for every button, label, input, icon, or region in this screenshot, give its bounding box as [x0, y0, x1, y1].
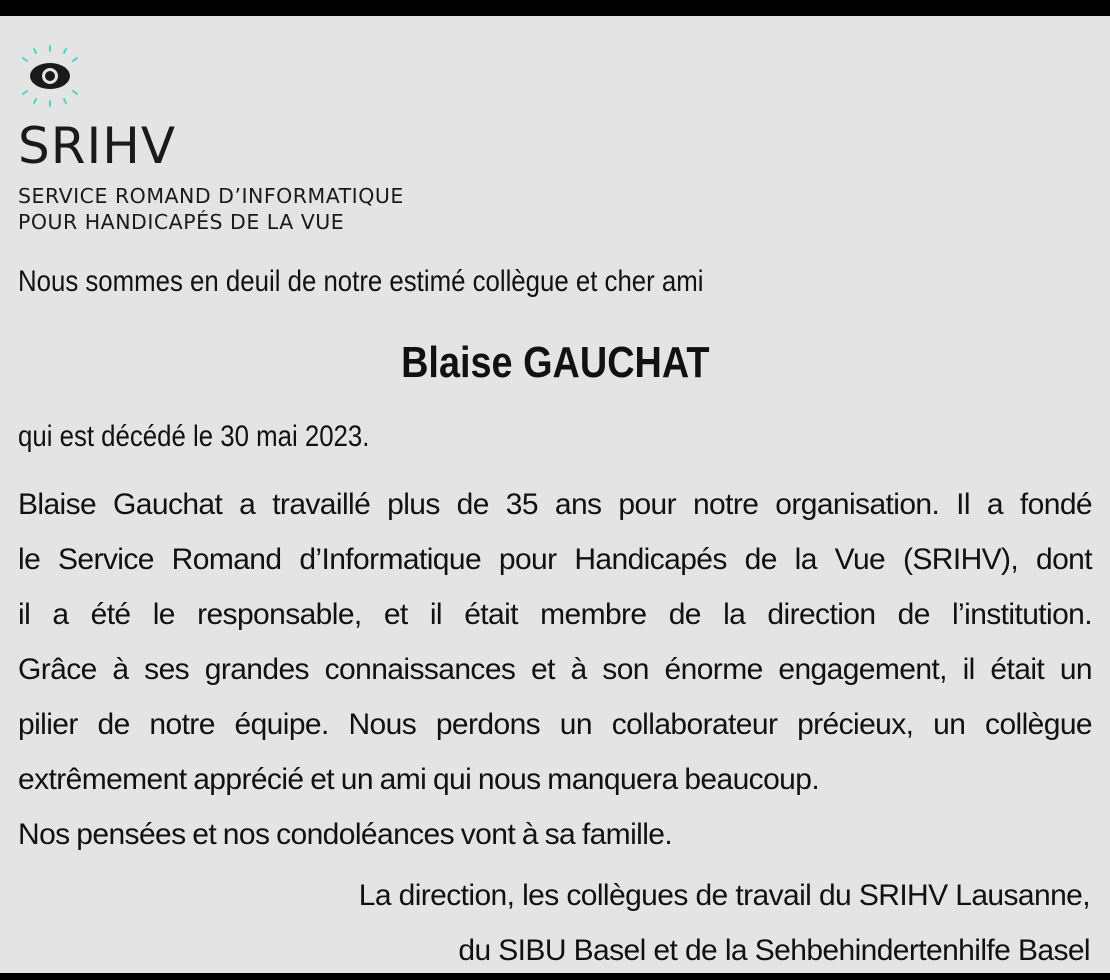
tribute-line: Blaise Gauchat a travaillé plus de 35 ans pour notre organisation. Il a fondé	[18, 488, 1092, 521]
srihv-logo	[18, 44, 478, 238]
eye-icon	[18, 44, 82, 108]
obituary-notice	[0, 16, 1110, 973]
signature-line2: du SIBU Basel et de la Sehbehindertenhilfe Basel	[458, 934, 1090, 967]
logo-subtitle-line1: SERVICE ROMAND D’INFORMATIQUE	[18, 184, 404, 208]
logo-subtitle-line2: POUR HANDICAPÉS DE LA VUE	[18, 210, 345, 234]
tribute-line: pilier de notre équipe. Nous perdons un collaborateur précieux, un collègue	[18, 708, 1092, 741]
tribute-line: le Service Romand d’Informatique pour Handicapés de la Vue (SRIHV), dont	[18, 543, 1092, 576]
logo-name: SRIHV	[18, 117, 177, 175]
death-date-text: qui est décédé le 30 mai 2023.	[18, 420, 370, 453]
tribute-line: il a été le responsable, et il était membre de la direction de l’institution.	[18, 598, 1092, 631]
deceased-name	[0, 338, 1110, 388]
tribute-paragraph	[18, 477, 1092, 862]
tribute-line: extrêmement apprécié et un ami qui nous manquera beaucoup.	[18, 763, 820, 796]
deceased-name-text: Blaise GAUCHAT	[400, 338, 710, 387]
tribute-line: Grâce à ses grandes connaissances et à son énorme engagement, il était un	[18, 653, 1092, 686]
signature-line1: La direction, les collègues de travail du SRIHV Lausanne,	[358, 879, 1090, 912]
condolences-line: Nos pensées et nos condoléances vont à sa famille.	[18, 818, 673, 851]
signature-block	[190, 868, 1090, 978]
intro-text: Nous sommes en deuil de notre estimé collègue et cher ami	[18, 265, 704, 298]
